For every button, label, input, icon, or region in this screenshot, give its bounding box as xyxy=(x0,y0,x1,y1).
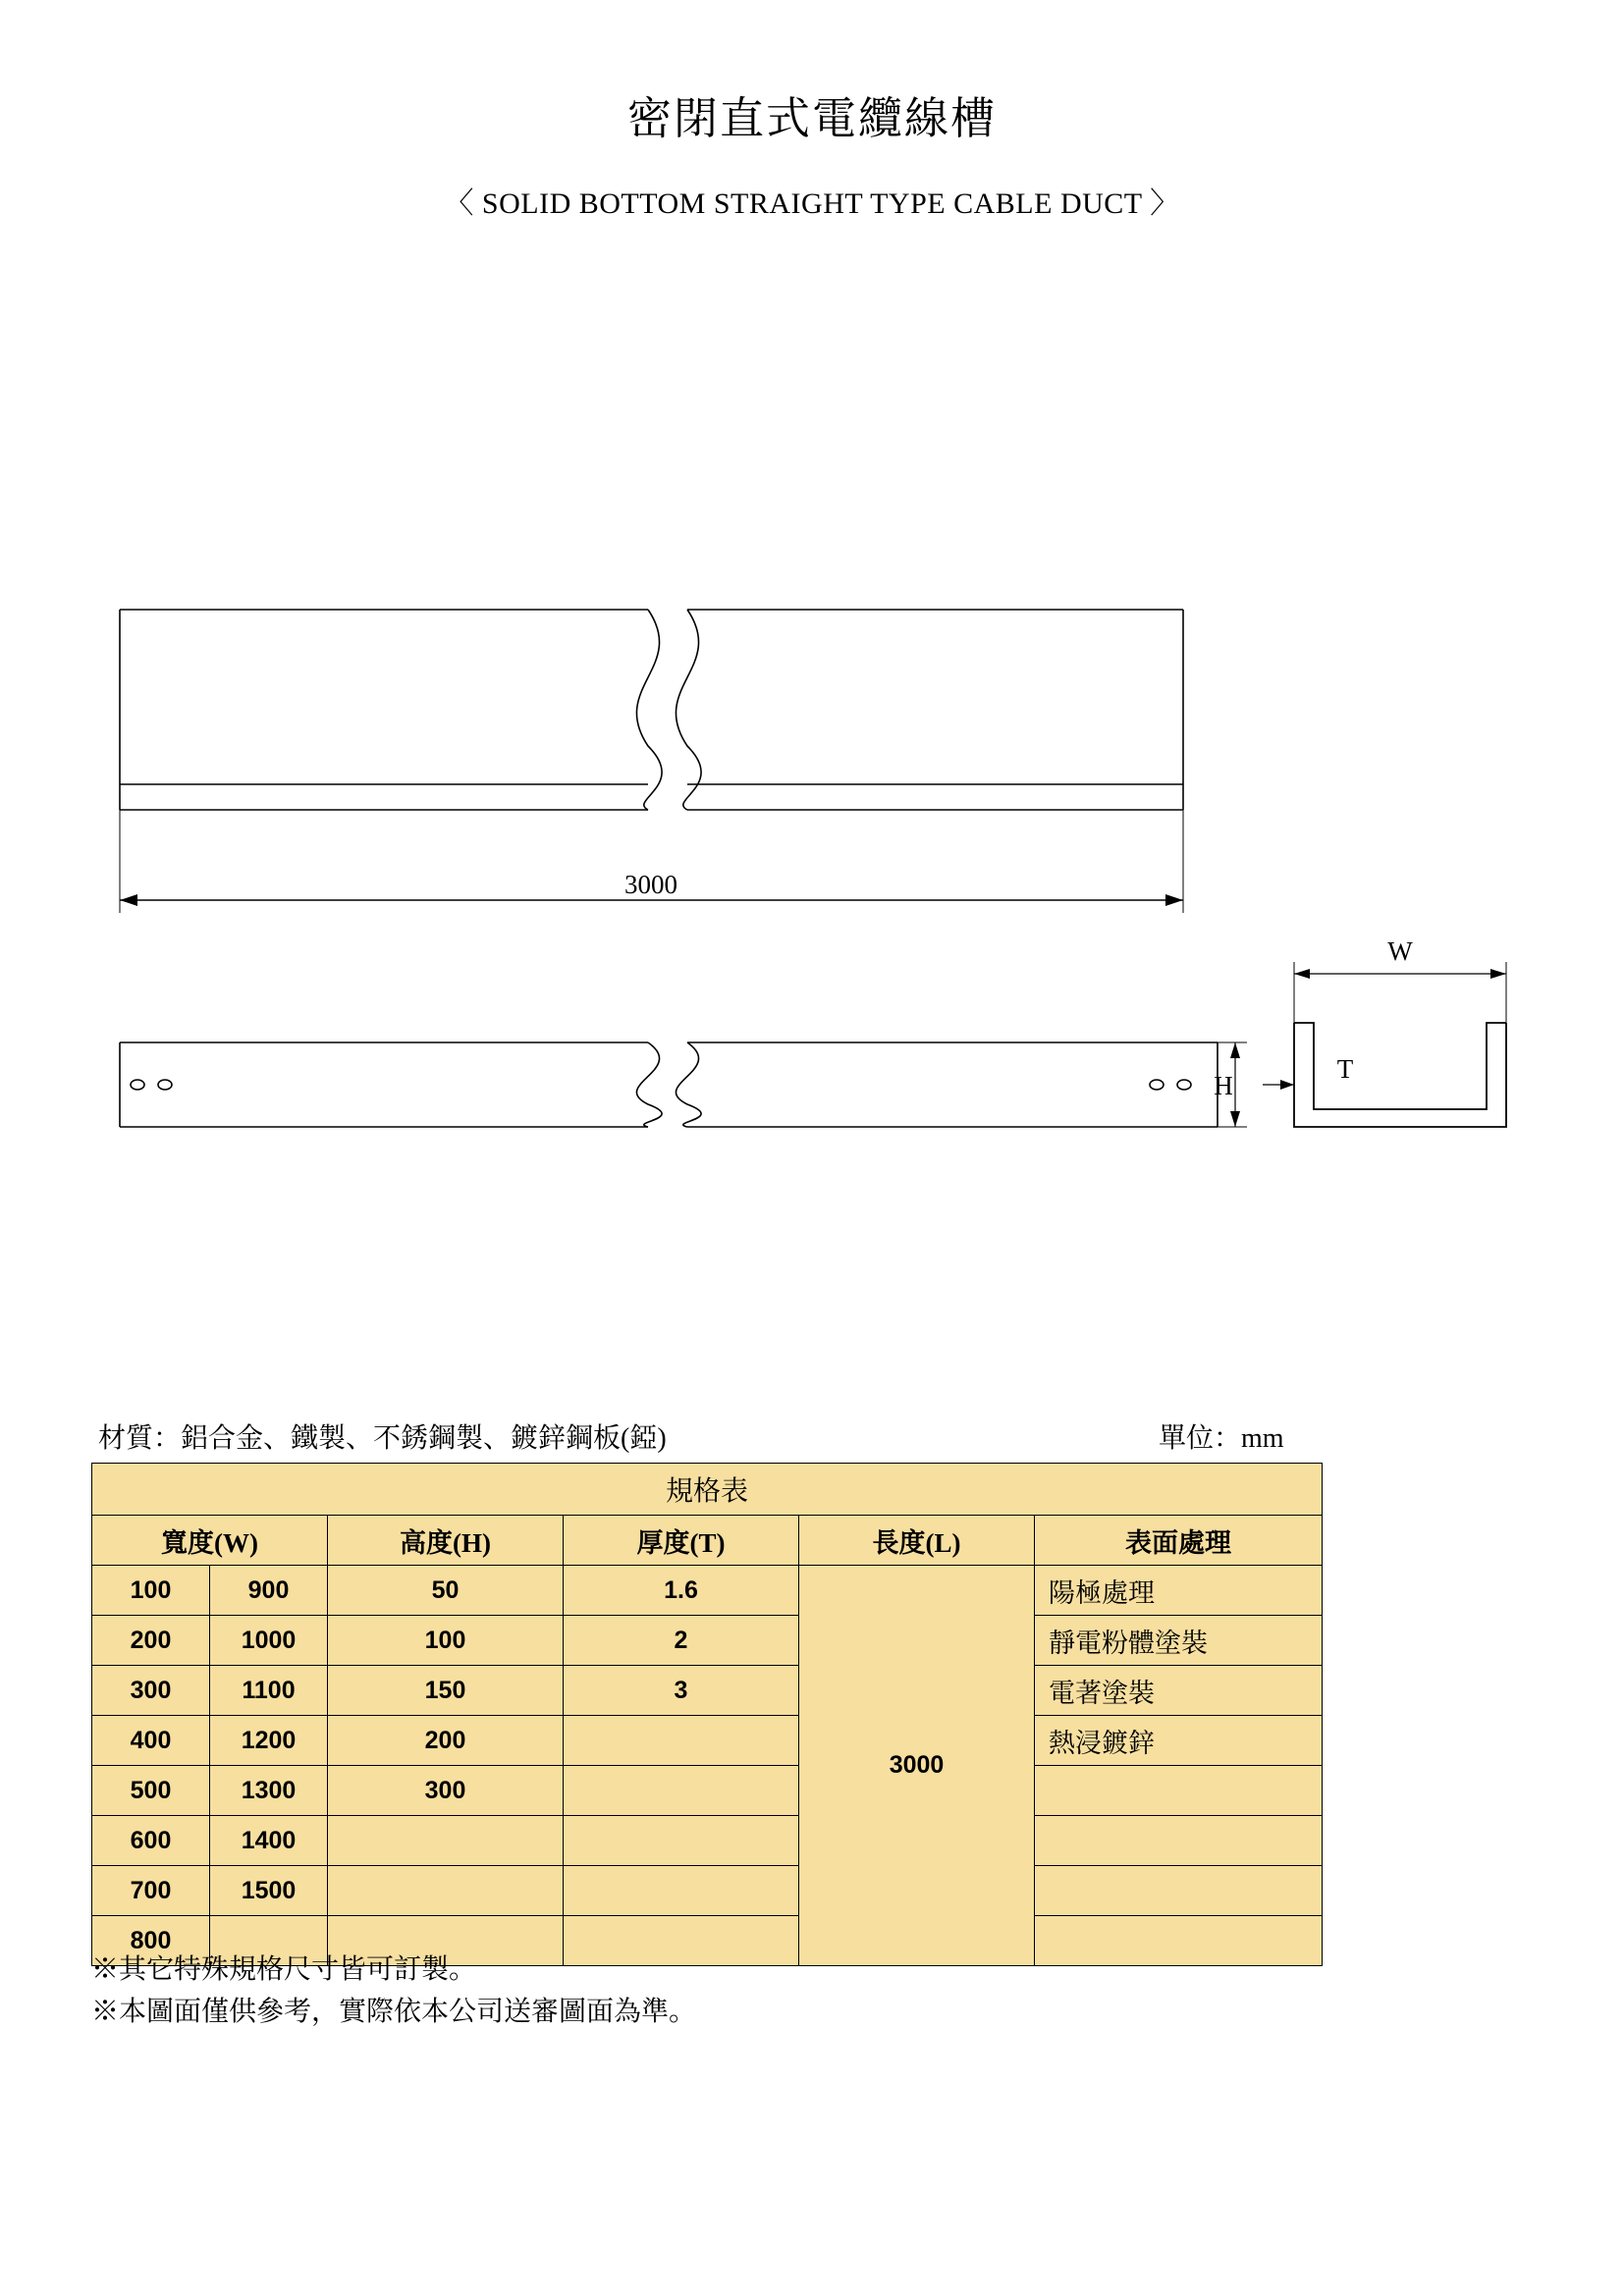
thickness-dimension xyxy=(1263,1080,1294,1090)
col-header-height: 高度(H) xyxy=(328,1516,564,1566)
width-a-7: 800 xyxy=(92,1916,210,1966)
table-row xyxy=(92,1716,1323,1766)
table-row xyxy=(92,1666,1323,1716)
width-label: W xyxy=(1387,936,1413,966)
side-view-right-segment xyxy=(676,1042,1218,1127)
table-caption: 規格表 xyxy=(92,1464,1323,1516)
thickness-1: 2 xyxy=(564,1616,799,1666)
table-header-row xyxy=(92,1516,1323,1566)
table-row xyxy=(92,1816,1323,1866)
width-b-6: 1500 xyxy=(210,1866,328,1916)
length-value: 3000 xyxy=(799,1566,1035,1966)
width-b-0: 900 xyxy=(210,1566,328,1616)
width-b-3: 1200 xyxy=(210,1716,328,1766)
footnote-1: ※其它特殊規格尺寸皆可訂製。 xyxy=(91,1954,477,1985)
width-dimension xyxy=(1294,962,1506,1023)
surface-0: 陽極處理 xyxy=(1035,1566,1323,1616)
height-dimension xyxy=(1218,1042,1247,1127)
top-view-right-segment xyxy=(676,610,1183,810)
footnotes xyxy=(91,1949,696,2034)
width-a-1: 200 xyxy=(92,1616,210,1666)
length-dimension xyxy=(120,810,1183,913)
table-row xyxy=(92,1616,1323,1666)
width-b-2: 1100 xyxy=(210,1666,328,1716)
footnote-2: ※本圖面僅供參考，實際依本公司送審圖面為準。 xyxy=(91,1997,697,2028)
col-header-width: 寬度(W) xyxy=(92,1516,328,1566)
width-b-5: 1400 xyxy=(210,1816,328,1866)
width-b-1: 1000 xyxy=(210,1616,328,1666)
table-row xyxy=(92,1766,1323,1816)
page-title: 密閉直式電纜線槽 xyxy=(626,94,997,143)
height-1: 100 xyxy=(328,1616,564,1666)
height-label: H xyxy=(1214,1071,1233,1100)
width-b-4: 1300 xyxy=(210,1766,328,1816)
surface-5 xyxy=(1035,1816,1323,1866)
height-2: 150 xyxy=(328,1666,564,1716)
surface-4 xyxy=(1035,1766,1323,1816)
table-row xyxy=(92,1866,1323,1916)
thickness-6 xyxy=(564,1866,799,1916)
height-0: 50 xyxy=(328,1566,564,1616)
width-a-0: 100 xyxy=(92,1566,210,1616)
width-a-4: 500 xyxy=(92,1766,210,1816)
height-4: 300 xyxy=(328,1766,564,1816)
unit-note: 單位：mm xyxy=(1159,1423,1284,1454)
table-row xyxy=(92,1566,1323,1616)
spec-table xyxy=(91,1463,1323,1966)
top-view-left-segment xyxy=(120,610,662,810)
width-a-6: 700 xyxy=(92,1866,210,1916)
surface-6 xyxy=(1035,1866,1323,1916)
width-a-3: 400 xyxy=(92,1716,210,1766)
thickness-5 xyxy=(564,1816,799,1866)
surface-7 xyxy=(1035,1916,1323,1966)
thickness-4 xyxy=(564,1766,799,1816)
width-a-5: 600 xyxy=(92,1816,210,1866)
side-view-left-segment xyxy=(120,1042,662,1127)
length-label: 3000 xyxy=(624,870,677,899)
table-caption-row xyxy=(92,1464,1323,1516)
surface-3: 熱浸鍍鋅 xyxy=(1035,1716,1323,1766)
height-3: 200 xyxy=(328,1716,564,1766)
col-header-length: 長度(L) xyxy=(799,1516,1035,1566)
height-5 xyxy=(328,1816,564,1866)
surface-2: 電著塗裝 xyxy=(1035,1666,1323,1716)
material-note: 材質：鋁合金、鐵製、不銹鋼製、鍍鋅鋼板(錏) xyxy=(98,1423,667,1454)
col-header-surface: 表面處理 xyxy=(1035,1516,1323,1566)
height-6 xyxy=(328,1866,564,1916)
thickness-label: T xyxy=(1336,1054,1354,1084)
thickness-2: 3 xyxy=(564,1666,799,1716)
width-a-2: 300 xyxy=(92,1666,210,1716)
section-view xyxy=(1294,1023,1506,1127)
thickness-3 xyxy=(564,1716,799,1766)
thickness-0: 1.6 xyxy=(564,1566,799,1616)
page-subtitle: 〈 SOLID BOTTOM STRAIGHT TYPE CABLE DUCT 〉 xyxy=(444,187,1180,220)
surface-1: 靜電粉體塗裝 xyxy=(1035,1616,1323,1666)
col-header-thickness: 厚度(T) xyxy=(564,1516,799,1566)
